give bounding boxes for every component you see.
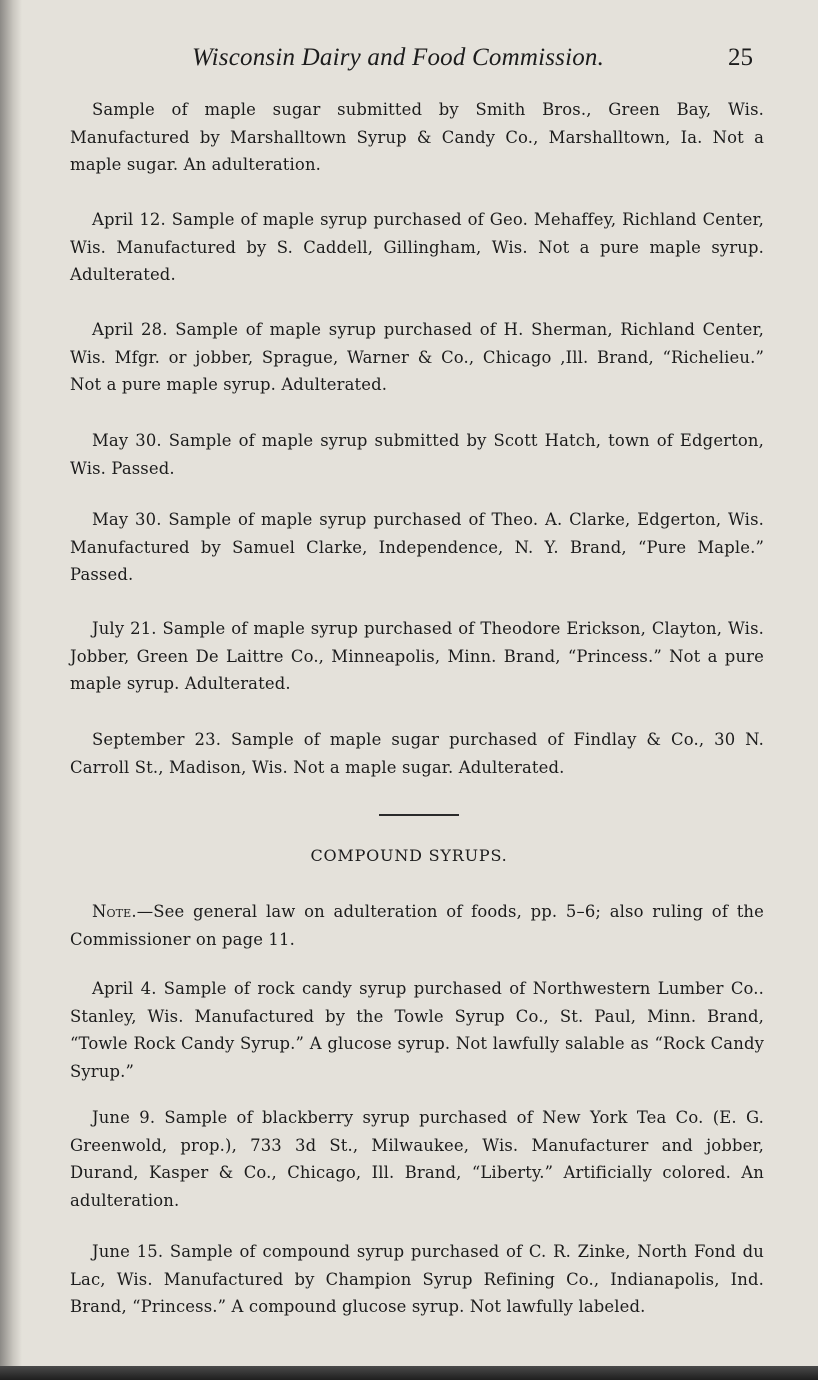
entry-april-4: April 4. Sample of rock candy syrup purchased of Northwestern Lumber Co.. Stanley, Wis. Manufactured by the Towle Syrup Co., St. Paul, Minn. Brand, “Towle Rock Candy Syrup.” A glucose syrup. Not lawfully salable as “Rock Candy Syrup.”: [70, 979, 764, 1081]
page-bottom-edge: [0, 1366, 818, 1380]
entry-may-30-clarke: May 30. Sample of maple syrup purchased of Theo. A. Clarke, Edgerton, Wis. Manufactured by Samuel Clarke, Independence, N. Y. Brand, “Pure Maple.” Passed.: [70, 510, 764, 584]
section-heading: COMPOUND SYRUPS.: [310, 846, 508, 865]
entry-may-30-hatch: May 30. Sample of maple syrup submitted by Scott Hatch, town of Edgerton, Wis. Passed.: [70, 431, 764, 478]
binding-shadow: [0, 0, 22, 1366]
entry-september-23: September 23. Sample of maple sugar purchased of Findlay & Co., 30 N. Carroll St., Madison, Wis. Not a maple sugar. Adulterated.: [70, 730, 764, 777]
section-divider: [379, 814, 459, 816]
entry-april-28: April 28. Sample of maple syrup purchased of H. Sherman, Richland Center, Wis. Mfgr. or jobber, Sprague, Warner & Co., Chicago ,Ill. Brand, “Richelieu.” Not a pure maple syrup. Adulterated.: [70, 320, 764, 394]
entry-june-15: June 15. Sample of compound syrup purchased of C. R. Zinke, North Fond du Lac, Wis. Manufactured by Champion Syrup Refining Co., Indianapolis, Ind. Brand, “Princess.” A compound glucose syrup. Not lawfully labeled.: [70, 1242, 764, 1316]
entry-maple-sugar-smith-bros: Sample of maple sugar submitted by Smith Bros., Green Bay, Wis. Manufactured by Marshalltown Syrup & Candy Co., Marshalltown, Ia. Not a maple sugar. An adulteration.: [70, 100, 764, 174]
entry-april-12: April 12. Sample of maple syrup purchased of Geo. Mehaffey, Richland Center, Wis. Manufactured by S. Caddell, Gillingham, Wis. Not a pure maple syrup. Adulterated.: [70, 210, 764, 284]
note-text: —See general law on adulteration of foods, pp. 5–6; also ruling of the Commissioner on page 11.: [70, 902, 764, 949]
entry-june-9: June 9. Sample of blackberry syrup purchased of New York Tea Co. (E. G. Greenwold, prop.), 733 3d St., Milwaukee, Wis. Manufacturer and jobber, Durand, Kasper & Co., Chicago, Ill. Brand, “Liberty.” Artificially colored. An adulteration.: [70, 1108, 764, 1210]
running-title: Wisconsin Dairy and Food Commission.: [192, 44, 605, 71]
page-header: [0, 44, 818, 78]
note-label: Note.: [92, 902, 137, 921]
page-number: 25: [728, 44, 753, 71]
entry-july-21: July 21. Sample of maple syrup purchased of Theodore Erickson, Clayton, Wis. Jobber, Green De Laittre Co., Minneapolis, Minn. Brand, “Princess.” Not a pure maple syrup. Adulterated.: [70, 619, 764, 693]
note-paragraph: [70, 898, 764, 953]
